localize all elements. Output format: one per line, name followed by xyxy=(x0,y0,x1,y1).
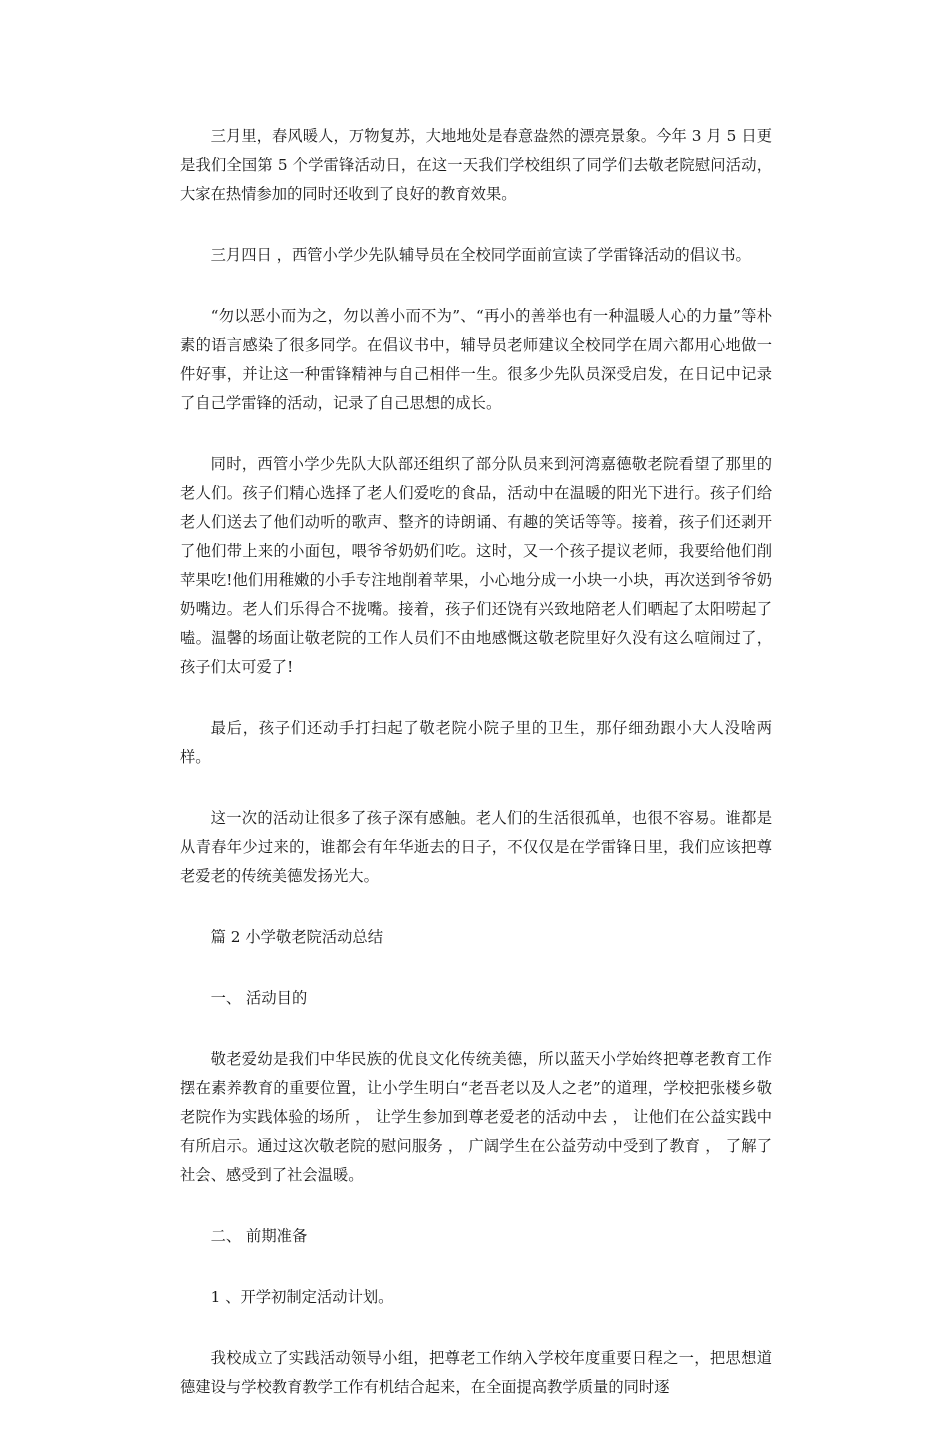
paragraph-plan: 我校成立了实践活动领导小组，把尊老工作纳入学校年度重要日程之一，把思想道德建设与学校教育教学工作有机结合起来，在全面提高教学质量的同时逐 xyxy=(180,1349,772,1396)
paragraph-proposal: 三月四日 ，西管小学少先队辅导员在全校同学面前宣读了学雷锋活动的倡议书。 xyxy=(210,246,751,264)
heading-purpose: 一、 活动目的 xyxy=(210,989,308,1007)
paragraph-visit: 同时，西管小学少先队大队部还组织了部分队员来到河湾嘉德敬老院看望了那里的老人们。孩子们精心选择了老人们爱吃的食品，活动中在温暖的阳光下进行。孩子们给老人们送去了他们动听的歌声、整齐的诗朗诵、有趣的笑话等等。接着，孩子们还剥开了他们带上来的小面包，喂爷爷奶奶们吃。这时，又一个孩子提议老师，我要给他们削苹果吃!他们用稚嫩的小手专注地削着苹果，小心地分成一小块一小块，再次送到爷爷奶奶嘴边。老人们乐得合不拢嘴。接着，孩子们还饶有兴致地陪老人们晒起了太阳唠起了嗑。温馨的场面让敬老院的工作人员们不由地感慨这敬老院里好久没有这么喧闹过了，孩子们太可爱了! xyxy=(180,455,772,676)
paragraph-purpose: 敬老爱幼是我们中华民族的优良文化传统美德，所以蓝天小学始终把尊老教育工作摆在素养教育的重要位置，让小学生明白“老吾老以及人之老”的道理，学校把张楼乡敬老院作为实践体验的场所 ， 让学生参加到尊老爱老的活动中去 ， 让他们在公益实践中有所启示。通过这次敬老院的慰问服务 ， 广阔学生在公益劳动中受到了教育 ， 了解了社会、感受到了社会温暖。 xyxy=(180,1050,772,1184)
document-body xyxy=(180,122,772,1434)
paragraph-quote: “勿以恶小而为之，勿以善小而不为”、“再小的善举也有一种温暖人心的力量”等朴素的语言感染了很多同学。在倡议书中，辅导员老师建议全校同学在周六都用心地做一件好事，并让这一种雷锋精神与自己相伴一生。很多少先队员深受启发，在日记中记录了自己学雷锋的活动，记录了自己思想的成长。 xyxy=(180,307,772,412)
paragraph-intro: 三月里，春风暖人，万物复苏，大地地处是春意盎然的漂亮景象。今年 3 月 5 日更是我们全国第 5 个学雷锋活动日，在这一天我们学校组织了同学们去敬老院慰问活动，大家在热情参加的同时还收到了良好的教育效果。 xyxy=(180,127,772,203)
heading-preparation: 二、 前期准备 xyxy=(210,1227,308,1245)
section-title: 篇 2 小学敬老院活动总结 xyxy=(210,928,384,946)
paragraph-reflection: 这一次的活动让很多了孩子深有感触。老人们的生活很孤单，也很不容易。谁都是从青春年少过来的，谁都会有年华逝去的日子，不仅仅是在学雷锋日里，我们应该把尊老爱老的传统美德发扬光大。 xyxy=(180,809,772,885)
paragraph-cleaning: 最后，孩子们还动手打扫起了敬老院小院子里的卫生，那仔细劲跟小大人没啥两样。 xyxy=(180,719,772,766)
heading-plan: 1 、开学初制定活动计划。 xyxy=(210,1288,394,1306)
